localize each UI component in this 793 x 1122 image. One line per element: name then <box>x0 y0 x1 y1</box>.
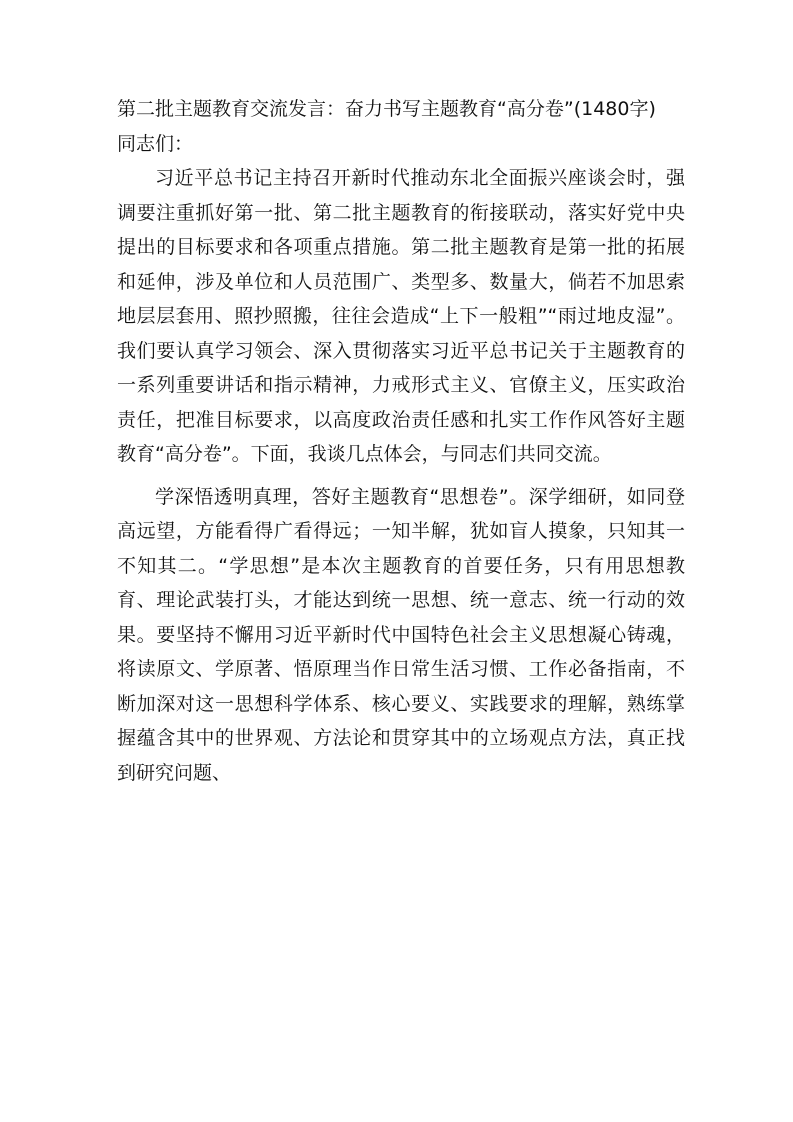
paragraph-thought: 学深悟透明真理，答好主题教育“思想卷”。深学细研，如同登高远望，方能看得广看得远；一知半解，犹如盲人摸象，只知其一不知其二。“学思想”是本次主题教育的首要任务，只有用思想教育、理论武装打头，才能达到统一思想、统一意志、统一行动的效果。要坚持不懈用习近平新时代中国特色社会主义思想凝心铸魂，将读原文、学原著、悟原理当作日常生活习惯、工作必备指南，不断加深对这一思想科学体系、核心要义、实践要求的理解，熟练掌握蕴含其中的世界观、方法论和贯穿其中的立场观点方法，真正找到研究问题、 <box>117 485 685 784</box>
document-title: 第二批主题教育交流发言：奋力书写主题教育“高分卷”(1480字) <box>117 98 656 120</box>
document-body <box>117 92 685 790</box>
greeting: 同志们： <box>117 132 194 155</box>
paragraph-intro: 习近平总书记主持召开新时代推动东北全面振兴座谈会时，强调要注重抓好第一批、第二批主题教育的衔接联动，落实好党中央提出的目标要求和各项重点措施。第二批主题教育是第一批的拓展和延伸，涉及单位和人员范围广、类型多、数量大，倘若不加思索地层层套用、照抄照搬，往往会造成“上下一般粗”“雨过地皮湿”。我们要认真学习领会、深入贯彻落实习近平总书记关于主题教育的一系列重要讲话和指示精神，力戒形式主义、官僚主义，压实政治责任，把准目标要求，以高度政治责任感和扎实工作作风答好主题教育“高分卷”。下面，我谈几点体会，与同志们共同交流。 <box>117 167 685 465</box>
